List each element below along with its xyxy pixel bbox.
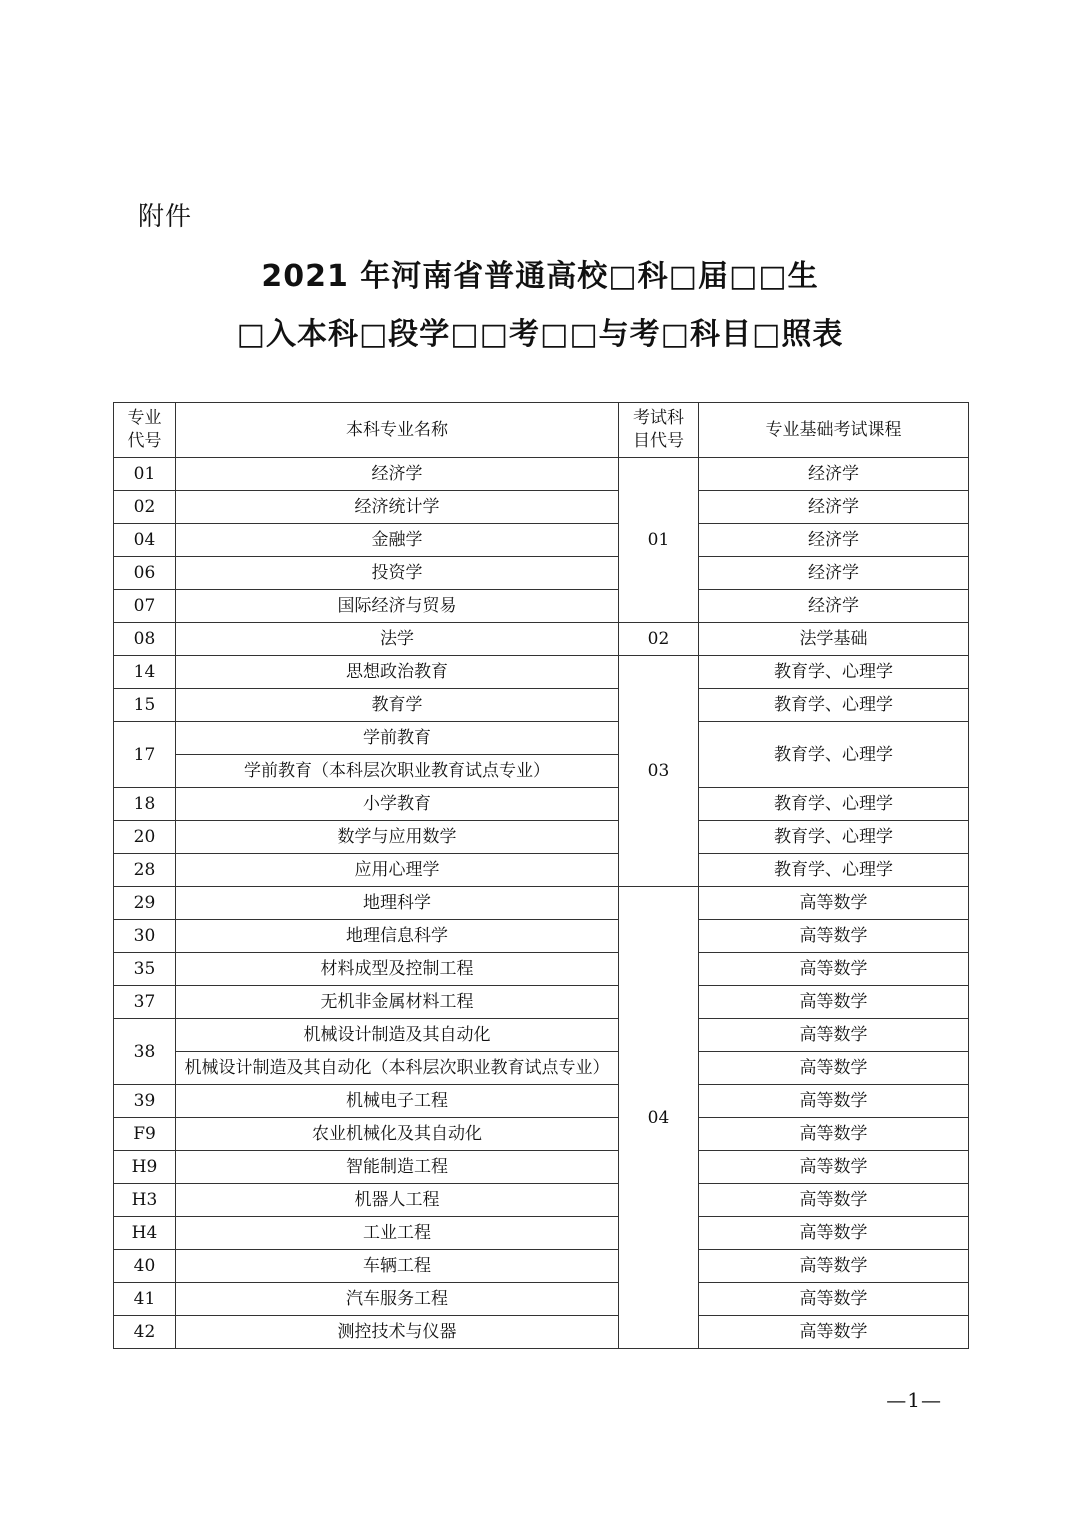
course: 高等数学	[699, 1217, 969, 1250]
major-code: 04	[114, 524, 176, 557]
course: 高等数学	[699, 953, 969, 986]
major-code: 01	[114, 458, 176, 491]
subject-code: 04	[619, 887, 699, 1349]
course: 高等数学	[699, 1052, 969, 1085]
major-name: 学前教育	[176, 722, 619, 755]
major-name: 投资学	[176, 557, 619, 590]
course: 高等数学	[699, 1283, 969, 1316]
course: 教育学、心理学	[699, 722, 969, 788]
major-code: 17	[114, 722, 176, 788]
major-name: 机械电子工程	[176, 1085, 619, 1118]
table-row	[114, 887, 969, 920]
course: 高等数学	[699, 1019, 969, 1052]
major-name: 教育学	[176, 689, 619, 722]
major-code: 20	[114, 821, 176, 854]
major-name: 无机非金属材料工程	[176, 986, 619, 1019]
table-row	[114, 953, 969, 986]
course: 教育学、心理学	[699, 656, 969, 689]
major-code: 41	[114, 1283, 176, 1316]
major-name: 应用心理学	[176, 854, 619, 887]
header-major-code	[114, 403, 176, 458]
header-course: 专业基础考试课程	[699, 403, 969, 458]
major-name: 农业机械化及其自动化	[176, 1118, 619, 1151]
table-row	[114, 1118, 969, 1151]
course: 经济学	[699, 491, 969, 524]
page-title-line-1: 2021 年河南省普通高校□科□届□□生	[261, 259, 819, 294]
major-code: H4	[114, 1217, 176, 1250]
course: 法学基础	[699, 623, 969, 656]
table-row	[114, 1019, 969, 1052]
table-row	[114, 1283, 969, 1316]
major-code: 42	[114, 1316, 176, 1349]
table-row	[114, 1052, 969, 1085]
major-code: 38	[114, 1019, 176, 1085]
major-code: 02	[114, 491, 176, 524]
major-code: F9	[114, 1118, 176, 1151]
table-row	[114, 1316, 969, 1349]
table-row	[114, 491, 969, 524]
course: 经济学	[699, 458, 969, 491]
header-subject-code-line-2: 目代号	[633, 431, 684, 451]
major-name: 智能制造工程	[176, 1151, 619, 1184]
attachment-label: 附件	[138, 202, 193, 232]
major-name: 汽车服务工程	[176, 1283, 619, 1316]
major-code: 40	[114, 1250, 176, 1283]
major-code: 14	[114, 656, 176, 689]
major-name: 国际经济与贸易	[176, 590, 619, 623]
major-name: 金融学	[176, 524, 619, 557]
header-major-code-line-1: 专业	[127, 408, 162, 428]
table-row	[114, 689, 969, 722]
course: 经济学	[699, 524, 969, 557]
major-code: 37	[114, 986, 176, 1019]
page-title-line-2: □入本科□段学□□考□□与考□科目□照表	[236, 317, 844, 352]
table-row	[114, 590, 969, 623]
major-name: 法学	[176, 623, 619, 656]
header-major-code-line-2: 代号	[127, 431, 162, 451]
major-name: 小学教育	[176, 788, 619, 821]
major-name: 测控技术与仪器	[176, 1316, 619, 1349]
course: 高等数学	[699, 1085, 969, 1118]
course: 高等数学	[699, 1184, 969, 1217]
header-subject-code	[619, 403, 699, 458]
major-code: 15	[114, 689, 176, 722]
header-subject-code-line-1: 考试科	[633, 408, 684, 428]
course: 教育学、心理学	[699, 854, 969, 887]
table-row	[114, 524, 969, 557]
subject-code: 03	[619, 656, 699, 887]
course: 教育学、心理学	[699, 689, 969, 722]
major-code: 29	[114, 887, 176, 920]
table-row	[114, 821, 969, 854]
major-name: 思想政治教育	[176, 656, 619, 689]
table-row	[114, 722, 969, 755]
table-row	[114, 1151, 969, 1184]
major-name: 地理科学	[176, 887, 619, 920]
major-name: 经济统计学	[176, 491, 619, 524]
major-name: 数学与应用数学	[176, 821, 619, 854]
major-code: H3	[114, 1184, 176, 1217]
subject-code: 01	[619, 458, 699, 623]
table-row	[114, 788, 969, 821]
course: 经济学	[699, 557, 969, 590]
major-name: 地理信息科学	[176, 920, 619, 953]
subject-code: 02	[619, 623, 699, 656]
course: 教育学、心理学	[699, 788, 969, 821]
table-row	[114, 1250, 969, 1283]
course: 高等数学	[699, 1118, 969, 1151]
major-name: 材料成型及控制工程	[176, 953, 619, 986]
major-subject-table	[113, 402, 969, 1349]
major-code: 18	[114, 788, 176, 821]
table-row	[114, 557, 969, 590]
course: 高等数学	[699, 1316, 969, 1349]
major-name: 机械设计制造及其自动化	[176, 1019, 619, 1052]
major-name: 工业工程	[176, 1217, 619, 1250]
table-row	[114, 1184, 969, 1217]
major-code: 39	[114, 1085, 176, 1118]
table-header-row	[114, 403, 969, 458]
major-name: 经济学	[176, 458, 619, 491]
major-name: 车辆工程	[176, 1250, 619, 1283]
course: 高等数学	[699, 1151, 969, 1184]
major-name: 机器人工程	[176, 1184, 619, 1217]
table-row	[114, 920, 969, 953]
major-code: 28	[114, 854, 176, 887]
table-row	[114, 623, 969, 656]
course: 高等数学	[699, 986, 969, 1019]
course: 高等数学	[699, 920, 969, 953]
major-code: 07	[114, 590, 176, 623]
major-code: 08	[114, 623, 176, 656]
table-row	[114, 854, 969, 887]
table-row	[114, 986, 969, 1019]
course: 高等数学	[699, 1250, 969, 1283]
major-name: 学前教育（本科层次职业教育试点专业）	[176, 755, 619, 788]
table-row	[114, 1085, 969, 1118]
header-major-name: 本科专业名称	[176, 403, 619, 458]
table-row	[114, 1217, 969, 1250]
page-number: —1—	[886, 1388, 942, 1412]
course: 高等数学	[699, 887, 969, 920]
course: 经济学	[699, 590, 969, 623]
major-name: 机械设计制造及其自动化（本科层次职业教育试点专业）	[176, 1052, 619, 1085]
major-code: 35	[114, 953, 176, 986]
major-code: 06	[114, 557, 176, 590]
major-code: H9	[114, 1151, 176, 1184]
major-code: 30	[114, 920, 176, 953]
course: 教育学、心理学	[699, 821, 969, 854]
table-row	[114, 656, 969, 689]
table-row	[114, 458, 969, 491]
